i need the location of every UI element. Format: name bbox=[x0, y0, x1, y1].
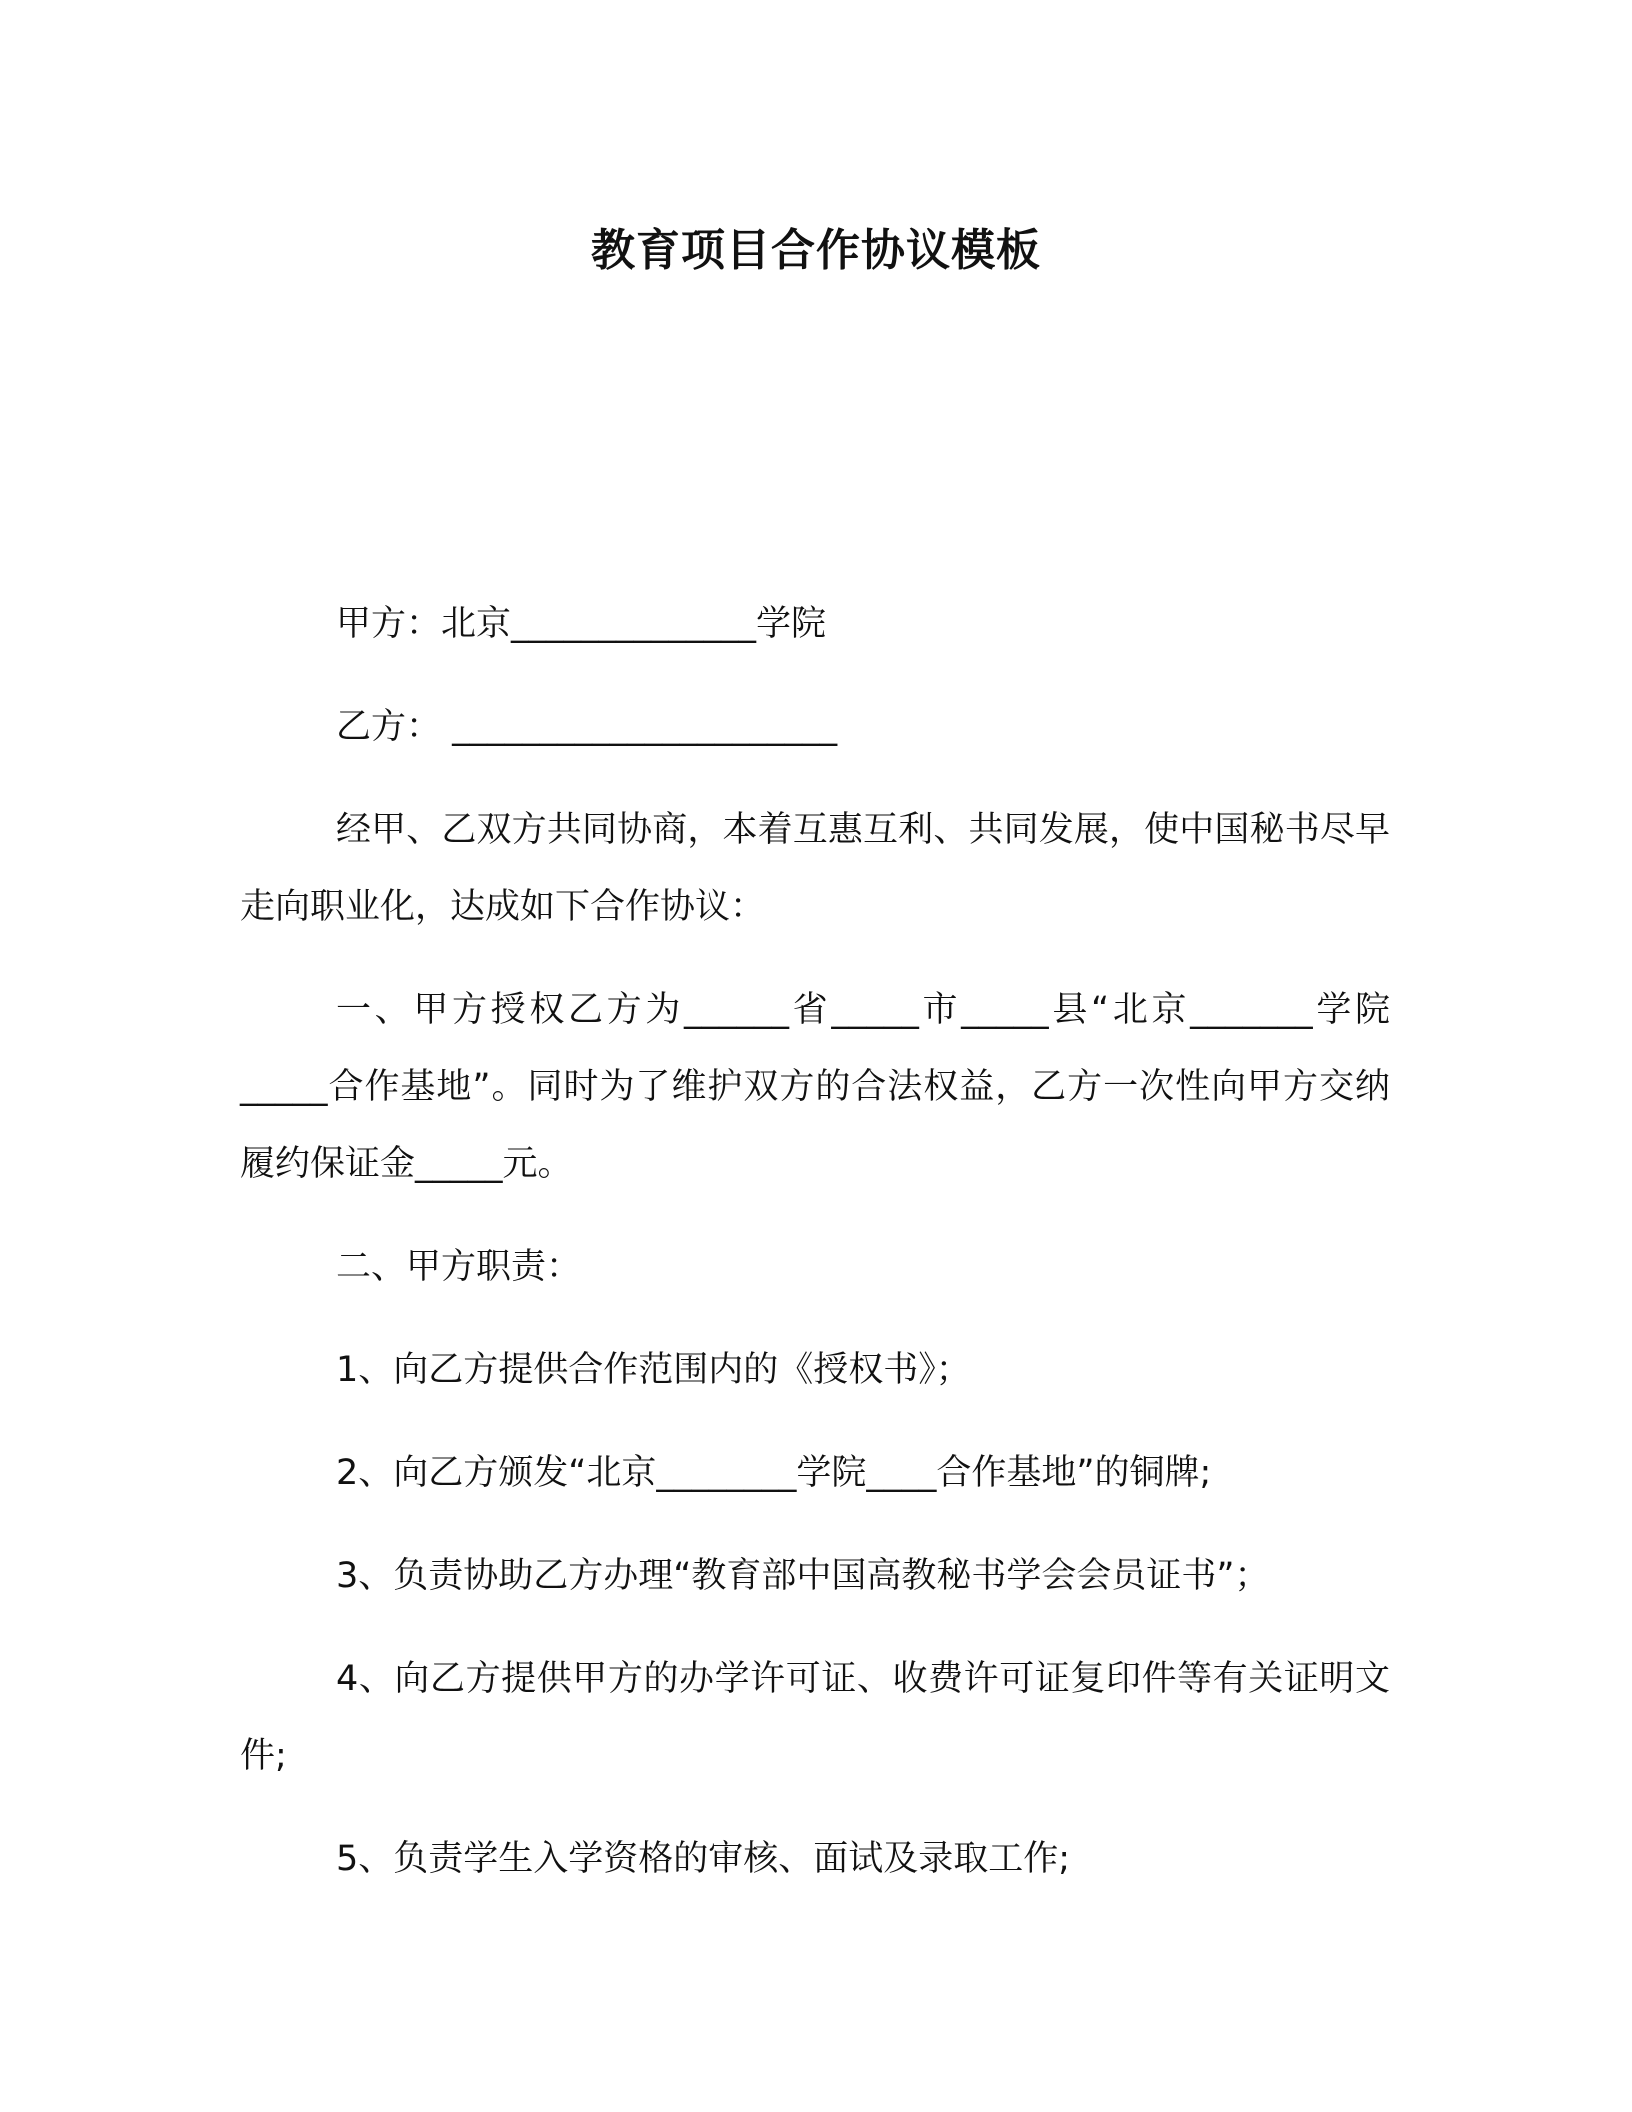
document-body bbox=[240, 586, 1390, 1898]
party-b-line: 乙方： ______________________ bbox=[336, 707, 838, 747]
clause-one-paragraph: 一、甲方授权乙方为______省_____市_____县“北京_______学院_____合作基地”。同时为了维护双方的合法权益，乙方一次性向甲方交纳履约保证金_____元。 bbox=[240, 990, 1390, 1184]
duty-item-2: 2、向乙方颁发“北京________学院____合作基地”的铜牌; bbox=[336, 1453, 1212, 1493]
duty-item-3: 3、负责协助乙方办理“教育部中国高教秘书学会会员证书”； bbox=[336, 1556, 1270, 1596]
document-title: 教育项目合作协议模板 bbox=[591, 225, 1041, 276]
duty-item-1: 1、向乙方提供合作范围内的《授权书》； bbox=[336, 1350, 971, 1390]
party-a-line: 甲方：北京______________学院 bbox=[336, 604, 827, 644]
duty-item-5: 5、负责学生入学资格的审核、面试及录取工作; bbox=[336, 1839, 1071, 1879]
duty-item-4: 4、向乙方提供甲方的办学许可证、收费许可证复印件等有关证明文件; bbox=[240, 1659, 1390, 1776]
agreement-intro-paragraph: 经甲、乙双方共同协商，本着互惠互利、共同发展，使中国秘书尽早走向职业化，达成如下合作协议： bbox=[240, 810, 1390, 927]
section-two-heading: 二、甲方职责： bbox=[336, 1247, 582, 1287]
